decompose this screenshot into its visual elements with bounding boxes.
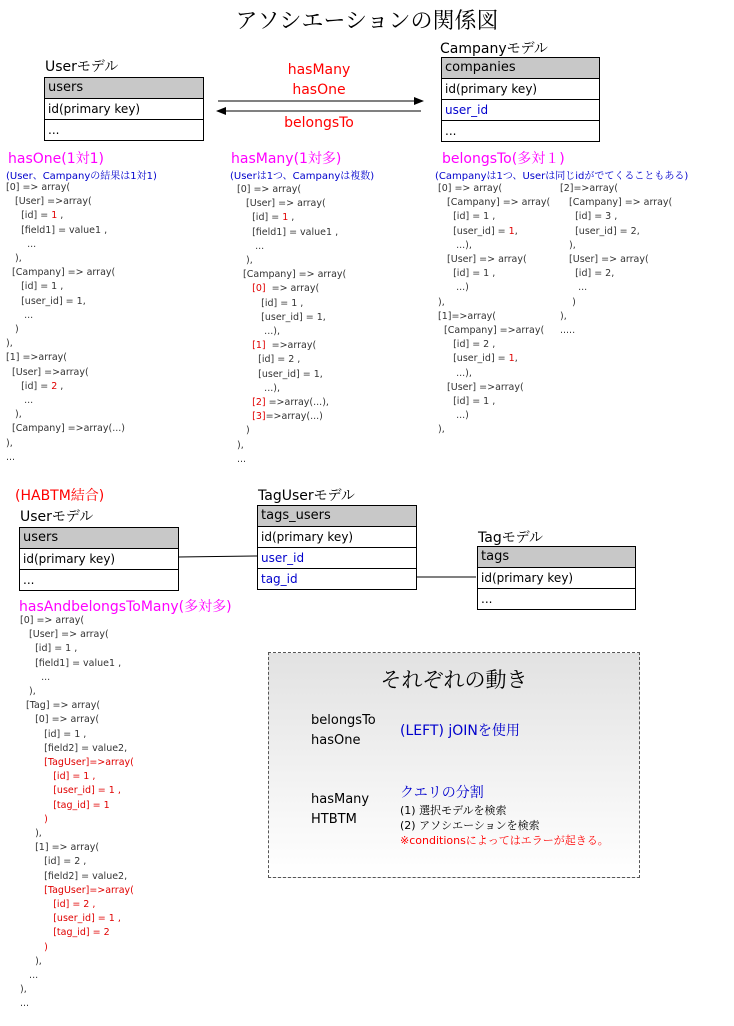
behavior-row2-right: クエリの分割 [400, 785, 484, 801]
code-line: ), [20, 984, 27, 996]
code-line: ... [6, 238, 37, 250]
code-line: [Campany] =>array( [438, 325, 545, 337]
code-line: ... [560, 282, 588, 294]
table-row: tag_id [258, 568, 416, 589]
behavior-row1-left [311, 711, 376, 751]
code-line: ), [237, 439, 244, 451]
code-line: [3]=>array(...) [252, 411, 323, 423]
code-line: ... [6, 451, 16, 463]
hasone-subtitle: (User、Campanyの結果は1対1) [6, 171, 157, 182]
code-line: [TagUser]=>array( [44, 757, 134, 769]
code-line: [Campany] =>array(...) [6, 423, 125, 435]
code-line: [user_id] = 1, [6, 295, 86, 307]
habtm-users-table [19, 527, 179, 591]
tags-users-table [257, 505, 417, 590]
code-line: ), [560, 239, 576, 251]
code-line: ...), [237, 382, 280, 394]
behavior-htbtm: HTBTM [311, 812, 357, 827]
code-line: [id] = 2 , [6, 380, 64, 392]
code-line: [user_id] = 1 , [53, 913, 121, 925]
code-line: ) [560, 296, 576, 308]
code-line: [id] = 2 , [438, 339, 496, 351]
user-model-label: Userモデル [45, 59, 119, 75]
table-row: user_id [258, 547, 416, 568]
code-line: [Campany] => array( [237, 269, 347, 281]
code-line: [tag_id] = 2 [53, 927, 110, 939]
code-line: ), [438, 296, 445, 308]
table-row: ... [45, 119, 203, 140]
code-line: [2]=>array( [560, 183, 618, 194]
code-line: [User] => array( [237, 198, 326, 210]
code-line: ), [6, 409, 22, 421]
connector-users-tagsusers [178, 556, 258, 557]
behavior-title: それぞれの動き [380, 668, 528, 692]
code-line: [2] =>array(...), [252, 397, 329, 409]
code-line: ...) [438, 410, 469, 422]
code-line: [id] = 1 , [6, 210, 64, 222]
code-line: [User] =>array( [6, 366, 89, 378]
behavior-note-1: (1) 選択モデルを検索 [400, 804, 507, 817]
code-line: [Tag] => array( [20, 700, 101, 712]
table-header: companies [442, 58, 599, 78]
code-line: ... [20, 970, 39, 982]
code-line: [id] = 1 , [438, 396, 496, 408]
belongsto-code [438, 182, 550, 438]
tag-model-label: Tagモデル [478, 530, 544, 546]
hasmany-code [237, 183, 346, 467]
code-line: [user_id] = 1 , [53, 785, 121, 797]
relation-belongsto: belongsTo [284, 115, 354, 131]
hasmany-subtitle: (Userは1つ、Campanyは複数) [230, 171, 375, 182]
code-line: [id] = 2 , [237, 354, 301, 366]
behavior-hasone: hasOne [311, 733, 361, 748]
code-line: [1] =>array( [6, 352, 68, 364]
code-line: ), [20, 828, 42, 840]
behavior-belongsto: belongsTo [311, 713, 376, 728]
code-line: [0] => array( [20, 615, 85, 626]
code-line: [id] = 1 , [237, 297, 304, 309]
code-line: [field1] = value1 , [6, 224, 108, 236]
table-row: id(primary key) [442, 78, 599, 99]
hasmany-heading: hasMany(1対多) [231, 151, 342, 167]
habtm-heading: hasAndbelongsToMany(多対多) [19, 599, 232, 615]
table-row: id(primary key) [258, 526, 416, 547]
code-line: [field2] = value2, [20, 870, 128, 882]
page-title: アソシエーションの関係図 [235, 9, 499, 34]
code-line: ) [44, 941, 48, 953]
table-row: id(primary key) [45, 98, 203, 119]
code-line: ...), [438, 367, 472, 379]
code-line: [id] = 1 , [6, 281, 64, 293]
table-header: users [20, 528, 178, 548]
code-line: ), [6, 338, 13, 350]
code-line: [id] = 3 , [560, 211, 618, 223]
behavior-row2-left [311, 790, 369, 830]
code-line: ...) [438, 282, 469, 294]
code-line: [field1] = value1 , [237, 226, 339, 238]
code-line: [id] = 1 , [20, 643, 78, 655]
behavior-row1-right: (LEFT) jOINを使用 [400, 723, 520, 739]
table-row: id(primary key) [478, 567, 635, 588]
code-line: [id] = 2 , [53, 899, 96, 911]
code-line: [User] => array( [560, 254, 649, 266]
behavior-row2-notes [400, 803, 609, 848]
code-line: [User] => array( [438, 254, 527, 266]
code-line: ), [20, 955, 42, 967]
code-line: ), [438, 424, 445, 436]
code-line: ... [20, 671, 51, 683]
hasone-heading: hasOne(1対1) [8, 151, 104, 167]
code-line: [0] => array( [20, 714, 100, 726]
code-line: [id] = 1 , [53, 771, 96, 783]
belongsto-subtitle: (Campanyは1つ、Userは同じidがでてくることもある) [435, 171, 689, 182]
code-line: ), [6, 253, 22, 265]
habtm-user-model-label: Userモデル [20, 509, 94, 525]
code-line: [0] => array( [6, 182, 71, 193]
code-line: [user_id] = 1, [237, 311, 326, 323]
code-line: [user_id] = 1, [438, 225, 518, 237]
campany-model-label: Campanyモデル [440, 41, 548, 57]
table-header: tags_users [258, 506, 416, 526]
code-line: [0] => array( [237, 184, 302, 195]
code-line: ), [20, 686, 36, 698]
belongsto-code-2 [560, 182, 672, 338]
table-row: ... [478, 588, 635, 609]
code-line: ..... [560, 325, 576, 337]
code-line: [1] =>array( [252, 340, 317, 352]
code-line: [0] => array( [438, 183, 503, 194]
code-line: ... [237, 240, 265, 252]
code-line: ... [6, 309, 34, 321]
code-line: ), [6, 437, 13, 449]
code-line: ... [6, 395, 34, 407]
code-line: [user_id] = 1, [438, 353, 518, 365]
relation-hasone: hasOne [292, 82, 346, 98]
code-line: ) [237, 425, 250, 437]
code-line: ), [237, 255, 253, 267]
code-line: ... [20, 998, 30, 1010]
table-row: id(primary key) [20, 548, 178, 569]
code-line: [field2] = value2, [20, 742, 128, 754]
behavior-note-2: (2) アソシエーションを検索 [400, 819, 540, 832]
code-line: [user_id] = 1, [237, 368, 323, 380]
table-header: users [45, 78, 203, 98]
habtm-code [20, 614, 134, 1012]
taguser-model-label: TagUserモデル [258, 488, 355, 504]
code-line: [id] = 2, [560, 268, 615, 280]
code-line: [1] => array( [20, 842, 100, 854]
code-line: [0] => array( [252, 283, 320, 295]
code-line: [id] = 1 , [438, 211, 496, 223]
code-line: [Campany] => array( [560, 197, 673, 209]
table-row: ... [442, 120, 599, 141]
code-line: [User] =>array( [6, 196, 92, 208]
behavior-hasmany: hasMany [311, 792, 370, 807]
code-line: ... [237, 453, 247, 465]
code-line: [User] =>array( [438, 381, 524, 393]
table-header: tags [478, 547, 635, 567]
code-line: [field1] = value1 , [20, 657, 122, 669]
code-line: [user_id] = 2, [560, 225, 640, 237]
code-line: ) [6, 324, 19, 336]
code-line: [tag_id] = 1 [53, 799, 110, 811]
code-line: [1]=>array( [438, 310, 496, 322]
belongsto-heading: belongsTo(多対１) [442, 151, 565, 167]
tags-table [477, 546, 636, 610]
code-line: [id] = 1 , [438, 268, 496, 280]
table-row: user_id [442, 99, 599, 120]
behavior-warning: ※conditionsによってはエラーが起きる。 [400, 834, 609, 847]
code-line: [id] = 1 , [237, 212, 295, 224]
habtm-label: (HABTM結合) [15, 488, 105, 504]
code-line: ...), [237, 326, 280, 338]
code-line: [TagUser]=>array( [44, 884, 134, 896]
code-line: ), [560, 310, 567, 322]
code-line: [User] => array( [20, 629, 109, 641]
code-line: [Campany] => array( [438, 197, 551, 209]
code-line: [Campany] => array( [6, 267, 116, 279]
code-line: [id] = 1 , [20, 728, 87, 740]
code-line: [id] = 2 , [20, 856, 87, 868]
relation-hasmany: hasMany [287, 62, 351, 78]
table-row: ... [20, 569, 178, 590]
hasone-code [6, 181, 125, 465]
code-line: ...), [438, 239, 472, 251]
code-line: ) [44, 813, 48, 825]
